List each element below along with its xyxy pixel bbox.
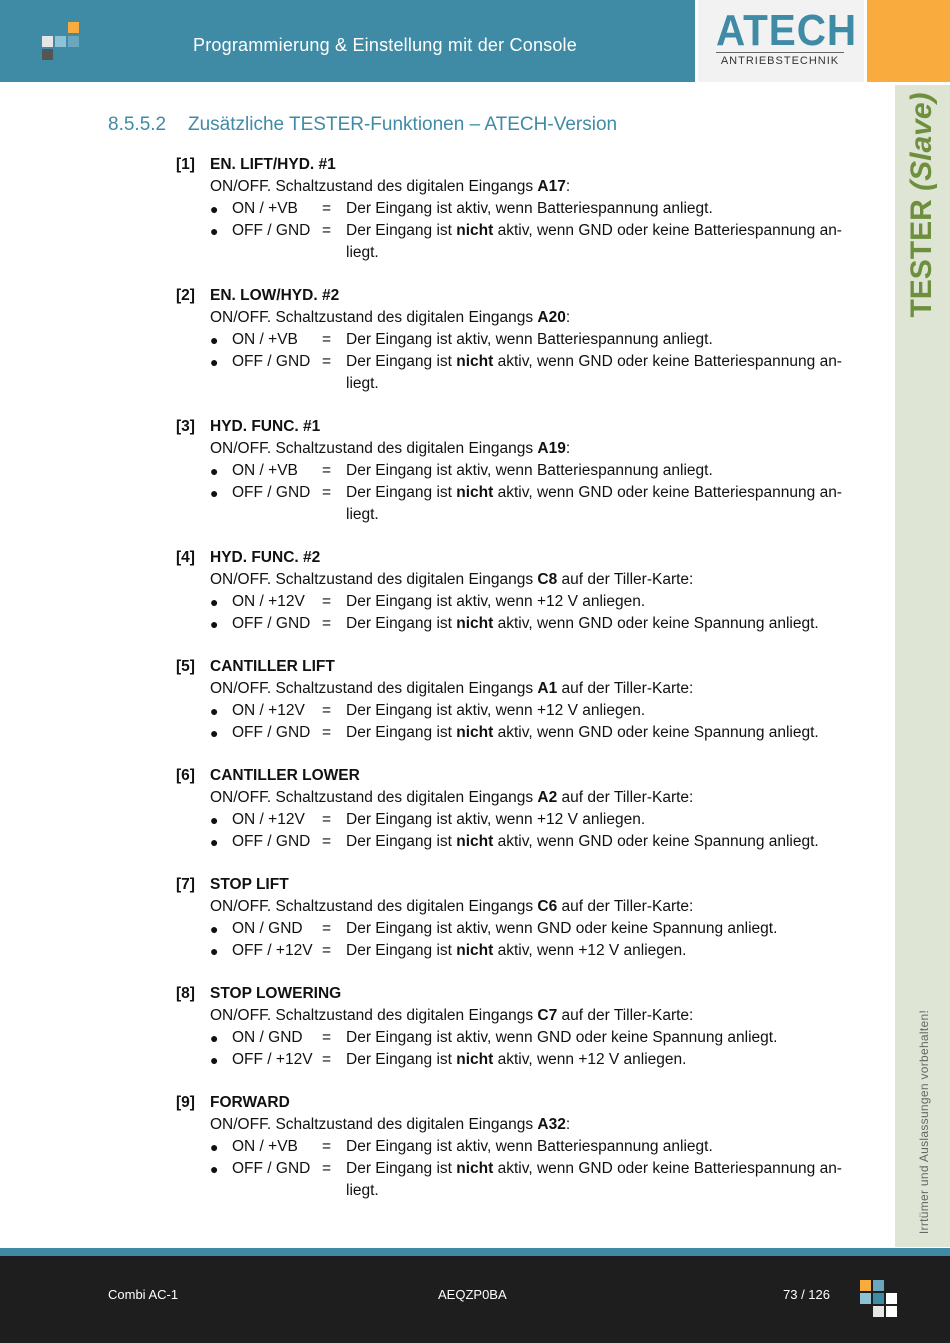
emphasis-text: nicht [456,724,494,741]
input-code: A20 [537,309,566,326]
state-text: Der Eingang ist aktiv, wenn Batteriespannung anliegt. [346,1138,713,1155]
function-item [176,154,876,264]
item-number: [6] [176,767,195,784]
state-label: ON / GND [232,1029,303,1046]
state-text: aktiv, wenn GND oder keine Batteriespannung an-liegt. [346,353,842,392]
description-text: auf der Tiller-Karte: [557,789,694,806]
state-text: Der Eingang ist [346,942,457,959]
bullet-icon: ● [210,1139,219,1155]
state-text: aktiv, wenn GND oder keine Spannung anliegt. [493,833,819,850]
state-label: ON / +12V [232,811,305,828]
state-row [210,940,876,962]
state-label: ON / GND [232,920,303,937]
item-title: FORWARD [210,1094,290,1111]
input-code: C7 [537,1007,558,1024]
disclaimer-note: Irrtümer und Auslassungen vorbehalten! [917,1009,931,1235]
state-row [210,351,876,395]
input-code: C6 [537,898,558,915]
bullet-icon: ● [210,834,219,850]
state-text: Der Eingang ist aktiv, wenn GND oder keine Spannung anliegt. [346,920,778,937]
brand-logo [698,0,864,82]
equals-sign: = [322,942,332,959]
item-description [210,678,876,700]
state-row [210,1136,876,1158]
section-heading [108,114,617,136]
state-description [346,918,856,940]
bullet-icon: ● [210,223,219,239]
equals-sign: = [322,833,332,850]
emphasis-text: nicht [456,222,494,239]
function-item [176,656,876,744]
description-text: : [565,178,571,195]
item-description [210,896,876,918]
state-row [210,722,876,744]
item-title: HYD. FUNC. #1 [210,418,321,435]
item-number: [1] [176,156,195,173]
equals-sign: = [322,920,332,937]
emphasis-text: nicht [456,1160,494,1177]
state-row [210,198,876,220]
state-text: aktiv, wenn GND oder keine Spannung anliegt. [493,615,819,632]
state-text: Der Eingang ist [346,833,457,850]
input-code: A19 [537,440,566,457]
state-description [346,722,856,744]
brand-name: ATECH [716,6,858,55]
item-title: STOP LIFT [210,876,289,893]
bullet-icon: ● [210,463,219,479]
function-item [176,547,876,635]
description-text: : [565,309,571,326]
bullet-icon: ● [210,812,219,828]
item-number: [7] [176,876,195,893]
state-description [346,198,856,220]
footer [0,1256,950,1343]
orange-accent-box [867,0,950,82]
state-label: OFF / GND [232,1160,311,1177]
item-description [210,787,876,809]
state-description [346,482,856,526]
state-row [210,591,876,613]
state-text: Der Eingang ist aktiv, wenn +12 V anliegen. [346,702,646,719]
state-row [210,329,876,351]
state-description [346,613,856,635]
function-item [176,765,876,853]
state-row [210,1027,876,1049]
state-label: OFF / GND [232,353,311,370]
description-text: ON/OFF. Schaltzustand des digitalen Eingangs [210,680,538,697]
state-description [346,1158,856,1202]
description-text: ON/OFF. Schaltzustand des digitalen Eingangs [210,898,538,915]
state-text: aktiv, wenn +12 V anliegen. [493,942,687,959]
emphasis-text: nicht [456,833,494,850]
input-code: A17 [537,178,566,195]
item-description [210,569,876,591]
state-description [346,1136,856,1158]
state-description [346,1027,856,1049]
state-text: Der Eingang ist aktiv, wenn Batteriespannung anliegt. [346,200,713,217]
footer-logo-squares-icon [860,1280,900,1320]
input-code: C8 [537,571,558,588]
item-number: [2] [176,287,195,304]
state-row [210,482,876,526]
emphasis-text: nicht [456,353,494,370]
state-label: OFF / GND [232,222,311,239]
state-text: aktiv, wenn GND oder keine Batteriespannung an-liegt. [346,1160,842,1199]
state-text: Der Eingang ist aktiv, wenn Batteriespannung anliegt. [346,331,713,348]
state-description [346,809,856,831]
bullet-icon: ● [210,1161,219,1177]
description-text: auf der Tiller-Karte: [557,680,694,697]
state-label: ON / +12V [232,593,305,610]
state-text: Der Eingang ist [346,222,457,239]
state-text: Der Eingang ist [346,724,457,741]
equals-sign: = [322,1160,332,1177]
state-text: aktiv, wenn GND oder keine Spannung anliegt. [493,724,819,741]
state-row [210,220,876,264]
footer-page-number: 73 / 126 [783,1287,830,1302]
state-label: OFF / GND [232,615,311,632]
equals-sign: = [322,1051,332,1068]
item-number: [8] [176,985,195,1002]
bullet-icon: ● [210,594,219,610]
state-label: ON / +12V [232,702,305,719]
description-text: ON/OFF. Schaltzustand des digitalen Eingangs [210,571,538,588]
description-text: ON/OFF. Schaltzustand des digitalen Eingangs [210,1007,538,1024]
function-list [176,154,876,1223]
state-text: aktiv, wenn GND oder keine Batteriespannung an-liegt. [346,222,842,261]
header-band [0,0,695,82]
state-label: ON / +VB [232,462,298,479]
state-description [346,220,856,264]
state-row [210,831,876,853]
state-description [346,460,856,482]
state-description [346,700,856,722]
item-title: EN. LOW/HYD. #2 [210,287,340,304]
item-number: [4] [176,549,195,566]
item-description [210,1005,876,1027]
equals-sign: = [322,484,332,501]
state-text: Der Eingang ist aktiv, wenn GND oder keine Spannung anliegt. [346,1029,778,1046]
item-number: [9] [176,1094,195,1111]
footer-product: Combi AC-1 [108,1287,179,1302]
bullet-icon: ● [210,1030,219,1046]
equals-sign: = [322,615,332,632]
logo-squares-icon [42,22,82,62]
description-text: ON/OFF. Schaltzustand des digitalen Eingangs [210,1116,538,1133]
state-text: Der Eingang ist [346,484,457,501]
state-description [346,940,856,962]
equals-sign: = [322,462,332,479]
section-number: 8.5.5.2 [108,114,167,135]
equals-sign: = [322,1138,332,1155]
state-row [210,700,876,722]
state-text: Der Eingang ist [346,615,457,632]
description-text: auf der Tiller-Karte: [557,1007,694,1024]
state-label: OFF / GND [232,484,311,501]
input-code: A32 [537,1116,566,1133]
item-number: [3] [176,418,195,435]
state-label: ON / +VB [232,1138,298,1155]
bullet-icon: ● [210,332,219,348]
item-title: STOP LOWERING [210,985,342,1002]
state-label: ON / +VB [232,331,298,348]
state-description [346,1049,856,1071]
state-label: OFF / +12V [232,942,313,959]
item-title: HYD. FUNC. #2 [210,549,321,566]
state-label: OFF / GND [232,833,311,850]
state-text: aktiv, wenn GND oder keine Batteriespannung an-liegt. [346,484,842,523]
state-description [346,329,856,351]
equals-sign: = [322,702,332,719]
equals-sign: = [322,724,332,741]
state-description [346,831,856,853]
state-description [346,351,856,395]
input-code: A2 [537,789,558,806]
state-row [210,1049,876,1071]
bullet-icon: ● [210,943,219,959]
description-text: : [565,1116,571,1133]
bullet-icon: ● [210,616,219,632]
function-item [176,285,876,395]
state-text: Der Eingang ist [346,1051,457,1068]
equals-sign: = [322,331,332,348]
state-row [210,918,876,940]
item-description [210,176,876,198]
description-text: ON/OFF. Schaltzustand des digitalen Eingangs [210,309,538,326]
section-title: Zusätzliche TESTER-Funktionen – ATECH-Version [188,114,618,135]
state-label: ON / +VB [232,200,298,217]
state-row [210,809,876,831]
function-item [176,416,876,526]
equals-sign: = [322,222,332,239]
item-number: [5] [176,658,195,675]
state-text: Der Eingang ist aktiv, wenn Batteriespannung anliegt. [346,462,713,479]
bullet-icon: ● [210,921,219,937]
header-title: Programmierung & Einstellung mit der Console [193,35,577,55]
state-text: Der Eingang ist aktiv, wenn +12 V anliegen. [346,811,646,828]
brand-subtitle: ANTRIEBSTECHNIK [716,52,844,71]
item-title: EN. LIFT/HYD. #1 [210,156,336,173]
state-row [210,1158,876,1202]
tester-label: TESTER [905,199,938,318]
bullet-icon: ● [210,354,219,370]
equals-sign: = [322,811,332,828]
slave-label: (Slave) [905,92,938,191]
state-text: Der Eingang ist [346,1160,457,1177]
function-item [176,874,876,962]
state-row [210,460,876,482]
description-text: ON/OFF. Schaltzustand des digitalen Eingangs [210,440,538,457]
state-text: aktiv, wenn +12 V anliegen. [493,1051,687,1068]
emphasis-text: nicht [456,942,494,959]
equals-sign: = [322,593,332,610]
description-text: ON/OFF. Schaltzustand des digitalen Eingangs [210,178,538,195]
footer-line [0,1248,950,1256]
state-text: Der Eingang ist aktiv, wenn +12 V anliegen. [346,593,646,610]
emphasis-text: nicht [456,1051,494,1068]
function-item [176,983,876,1071]
bullet-icon: ● [210,725,219,741]
emphasis-text: nicht [456,615,494,632]
item-title: CANTILLER LOWER [210,767,360,784]
footer-code: AEQZP0BA [438,1287,507,1302]
state-label: OFF / +12V [232,1051,313,1068]
state-description [346,591,856,613]
emphasis-text: nicht [456,484,494,501]
description-text: auf der Tiller-Karte: [557,571,694,588]
bullet-icon: ● [210,703,219,719]
input-code: A1 [537,680,558,697]
equals-sign: = [322,353,332,370]
state-text: Der Eingang ist [346,353,457,370]
function-item [176,1092,876,1202]
side-chapter-label [905,92,939,317]
description-text: ON/OFF. Schaltzustand des digitalen Eingangs [210,789,538,806]
item-description [210,1114,876,1136]
description-text: auf der Tiller-Karte: [557,898,694,915]
bullet-icon: ● [210,485,219,501]
state-label: OFF / GND [232,724,311,741]
bullet-icon: ● [210,201,219,217]
equals-sign: = [322,1029,332,1046]
state-row [210,613,876,635]
item-title: CANTILLER LIFT [210,658,335,675]
item-description [210,307,876,329]
description-text: : [565,440,571,457]
bullet-icon: ● [210,1052,219,1068]
equals-sign: = [322,200,332,217]
item-description [210,438,876,460]
